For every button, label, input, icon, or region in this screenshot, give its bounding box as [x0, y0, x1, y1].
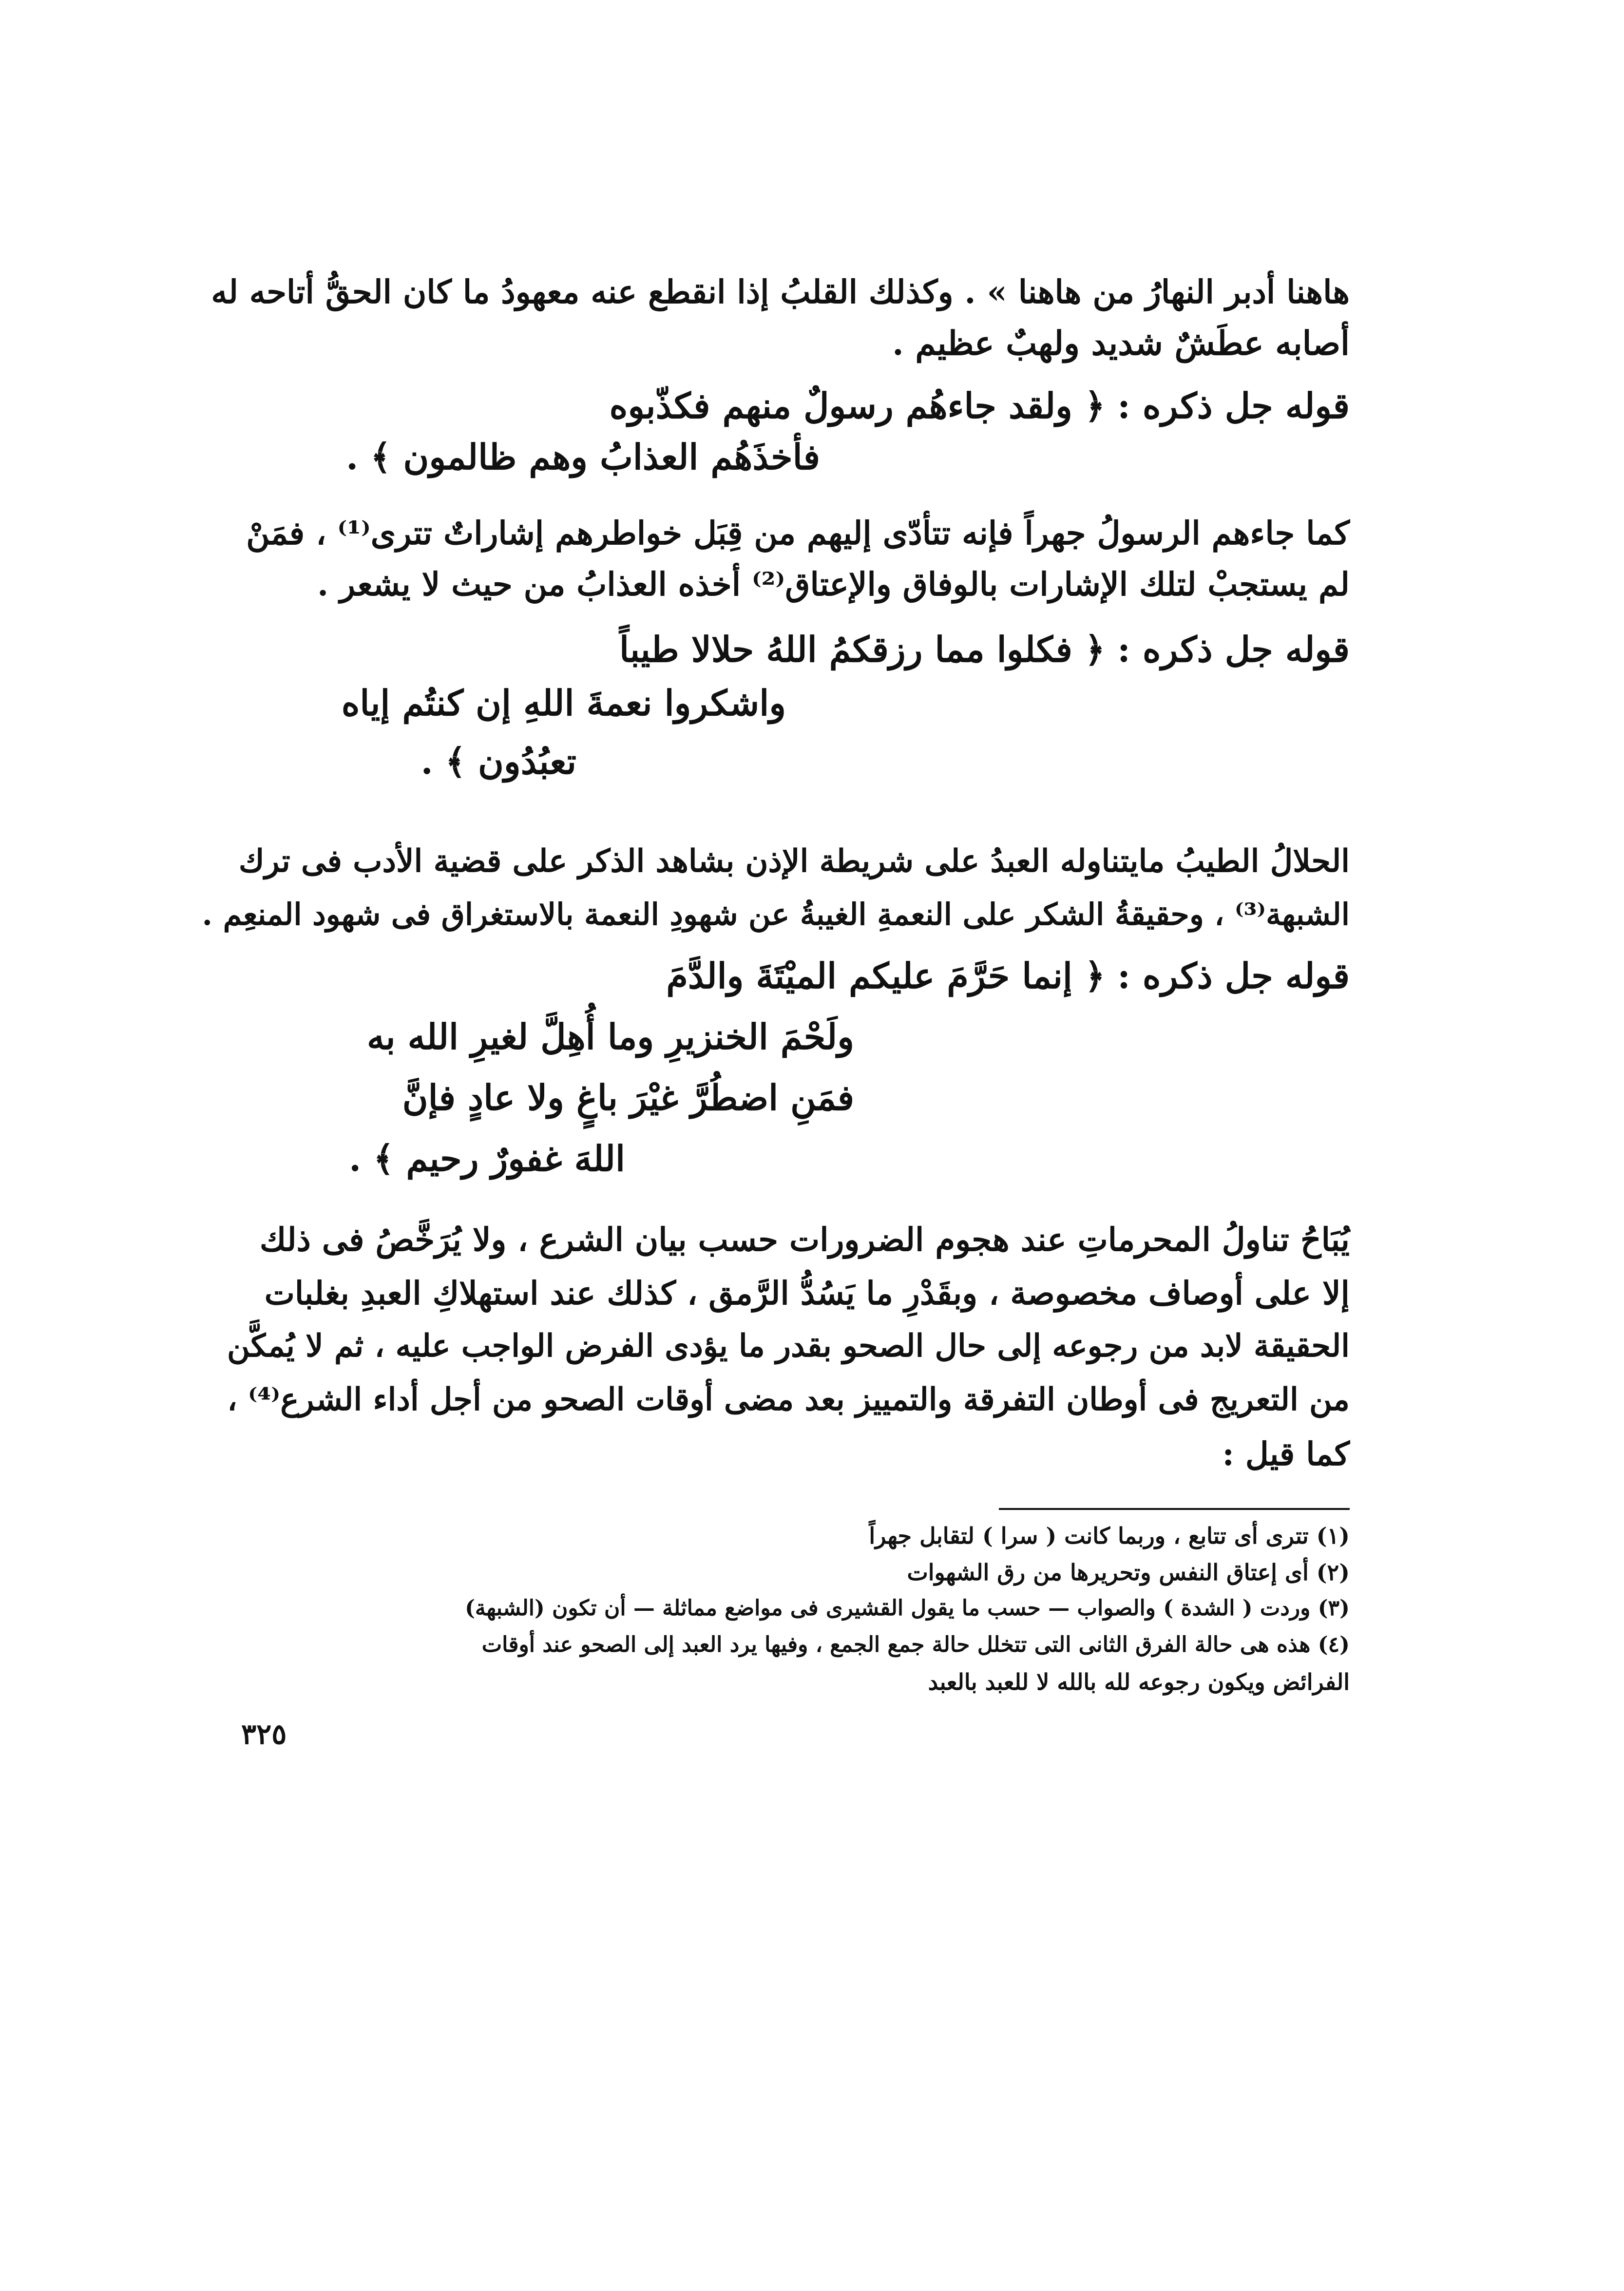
verse-line: واشكروا نعمةَ اللهِ إن كنتُم إياه: [341, 682, 786, 724]
text-line: كما قيل :: [1222, 1435, 1350, 1473]
verse-line: تعبُدُون ﴾ .: [420, 741, 576, 782]
footnote: (١) تترى أى تتابع ، وربما كانت ( سرا ) لتقابل جهراً: [869, 1523, 1350, 1549]
text-line: يُبَاحُ تناولُ المحرماتِ عند هجوم الضرورات حسب بيان الشرع ، ولا يُرَخَّصُ فى ذلك: [259, 1221, 1350, 1259]
text-line: الحلالُ الطيبُ مايتناوله العبدُ على شريطة الإذن بشاهد الذكر على قضية الأدب فى ترك: [238, 843, 1350, 879]
footnote-divider: [999, 1508, 1350, 1510]
footnote: (٢) أى إعتاق النفس وتحريرها من رق الشهوات: [907, 1559, 1350, 1585]
verse-line: قوله جل ذكره : ﴿ فكلوا مما رزقكمُ اللهُ حلالا طيباً: [619, 629, 1350, 670]
page-number: ٣٢٥: [241, 1718, 287, 1751]
text-line: أصابه عطَشٌ شديد ولهبٌ عظيم .: [892, 324, 1350, 363]
footnote: (٣) وردت ( الشدة ) والصواب — حسب ما يقول القشيرى فى مواضع مماثلة — أن تكون (الشبهة): [465, 1596, 1350, 1621]
verse-line: ولَحْمَ الخنزيرِ وما أُهِلَّ لغيرِ الله به: [366, 1016, 854, 1057]
verse-line: قوله جل ذكره : ﴿ إنما حَرَّمَ عليكم الميْتَةَ والدَّمَ: [666, 955, 1350, 996]
verse-line: قوله جل ذكره : ﴿ ولقد جاءهُم رسولٌ منهم فكذّبوه: [609, 385, 1350, 426]
text-line: الشبهة⁽³⁾ ، وحقيقةُ الشكر على النعمةِ الغيبةُ عن شهودِ النعمة بالاستغراق فى شهود المنعِم .: [202, 897, 1350, 932]
footnote: الفرائض ويكون رجوعه لله بالله لا للعبد بالعبد: [928, 1669, 1350, 1695]
verse-line: اللهَ غفورٌ رحيم ﴾ .: [349, 1138, 625, 1179]
text-line: هاهنا أدبر النهارُ من هاهنا » . وكذلك القلبُ إذا انقطع عنه معهودُ ما كان الحقُّ أتاحه له: [211, 273, 1350, 311]
text-line: من التعريج فى أوطان التفرقة والتمييز بعد مضى أوقات الصحو من أجل أداء الشرع⁽⁴⁾ ،: [227, 1381, 1350, 1418]
text-line: إلا على أوصاف مخصوصة ، وبقَدْرِ ما يَسُدُّ الرَّمق ، كذلك عند استهلاكِ العبدِ بغلبات: [264, 1274, 1350, 1312]
text-line: لم يستجبْ لتلك الإشارات بالوفاق والإعتاق⁽²⁾ أخذه العذابُ من حيث لا يشعر .: [317, 565, 1350, 603]
verse-line: فمَنِ اضطُرَّ غيْرَ باغٍ ولا عادٍ فإنَّ: [402, 1077, 854, 1118]
text-line: كما جاءهم الرسولُ جهراً فإنه تتأدّى إليهم من قِبَل خواطرهم إشاراتٌ تترى⁽¹⁾ ، فمَنْ: [246, 514, 1350, 552]
verse-line: فأخذَهُم العذابُ وهم ظالمون ﴾ .: [346, 436, 820, 477]
text-line: الحقيقة لابد من رجوعه إلى حال الصحو بقدر ما يؤدى الفرض الواجب عليه ، ثم لا يُمكَّن: [227, 1328, 1350, 1364]
footnote: (٤) هذه هى حالة الفرق الثانى التى تتخلل حالة جمع الجمع ، وفيها يرد العبد إلى الصحو عند أوقات: [481, 1632, 1350, 1657]
